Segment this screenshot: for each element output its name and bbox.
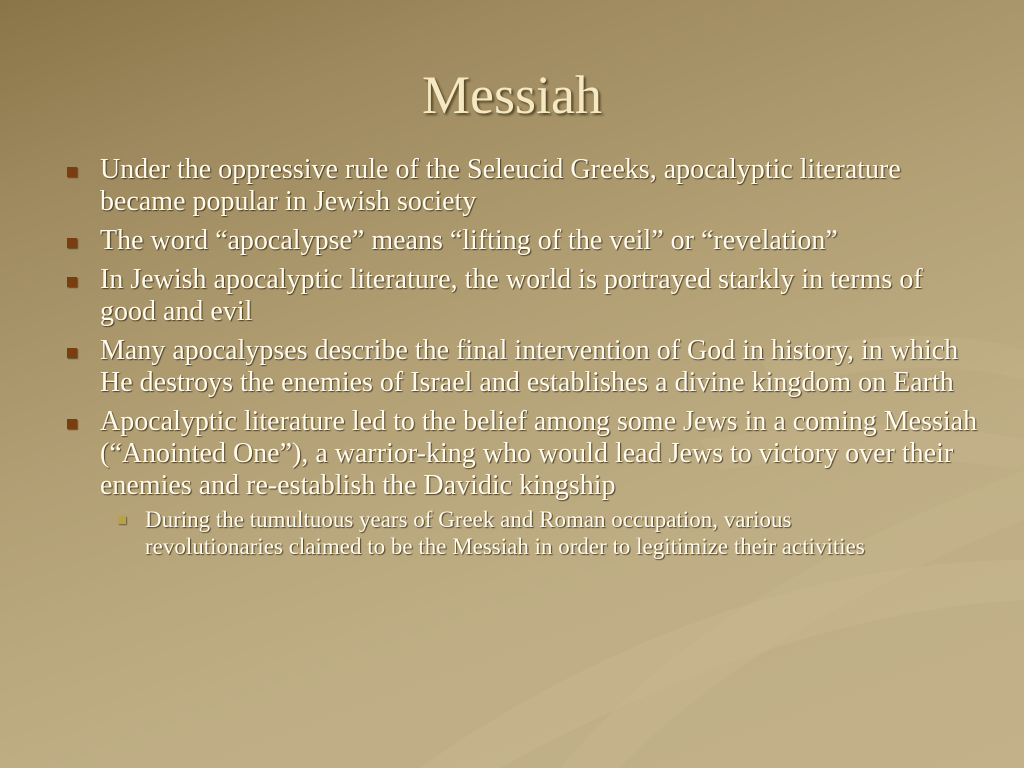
bullet-text: Under the oppressive rule of the Seleucid Greeks, apocalyptic literature became popular in Jewish society	[100, 154, 901, 217]
sub-bullet-list	[100, 506, 980, 560]
square-bullet-icon	[67, 238, 77, 248]
square-bullet-icon	[67, 348, 77, 358]
square-bullet-icon	[67, 167, 77, 177]
bullet-item	[100, 225, 980, 257]
sub-bullet-item	[145, 506, 935, 560]
square-sub-bullet-icon	[118, 516, 126, 524]
square-bullet-icon	[67, 419, 77, 429]
bullet-text: Apocalyptic literature led to the belief among some Jews in a coming Messiah (“Anointed One”), a warrior-king who would lead Jews to victory over their enemies and re-establish the Davidic kingship	[100, 406, 978, 501]
bullet-text: The word “apocalypse” means “lifting of the veil” or “revelation”	[100, 225, 838, 256]
bullet-text: Many apocalypses describe the final intervention of God in history, in which He destroys the enemies of Israel and establishes a divine kingdom on Earth	[100, 335, 959, 398]
sub-bullet-text: During the tumultuous years of Greek and Roman occupation, various revolutionaries claimed to be the Messiah in order to legitimize their activities	[145, 507, 865, 559]
bullet-item	[100, 154, 980, 218]
bullet-text: In Jewish apocalyptic literature, the world is portrayed starkly in terms of good and evil	[100, 264, 923, 327]
bullet-list	[100, 154, 980, 567]
square-bullet-icon	[67, 277, 77, 287]
bullet-item	[100, 335, 980, 399]
slide-title: Messiah	[422, 65, 602, 125]
bullet-item	[100, 406, 980, 560]
bullet-item	[100, 264, 980, 328]
